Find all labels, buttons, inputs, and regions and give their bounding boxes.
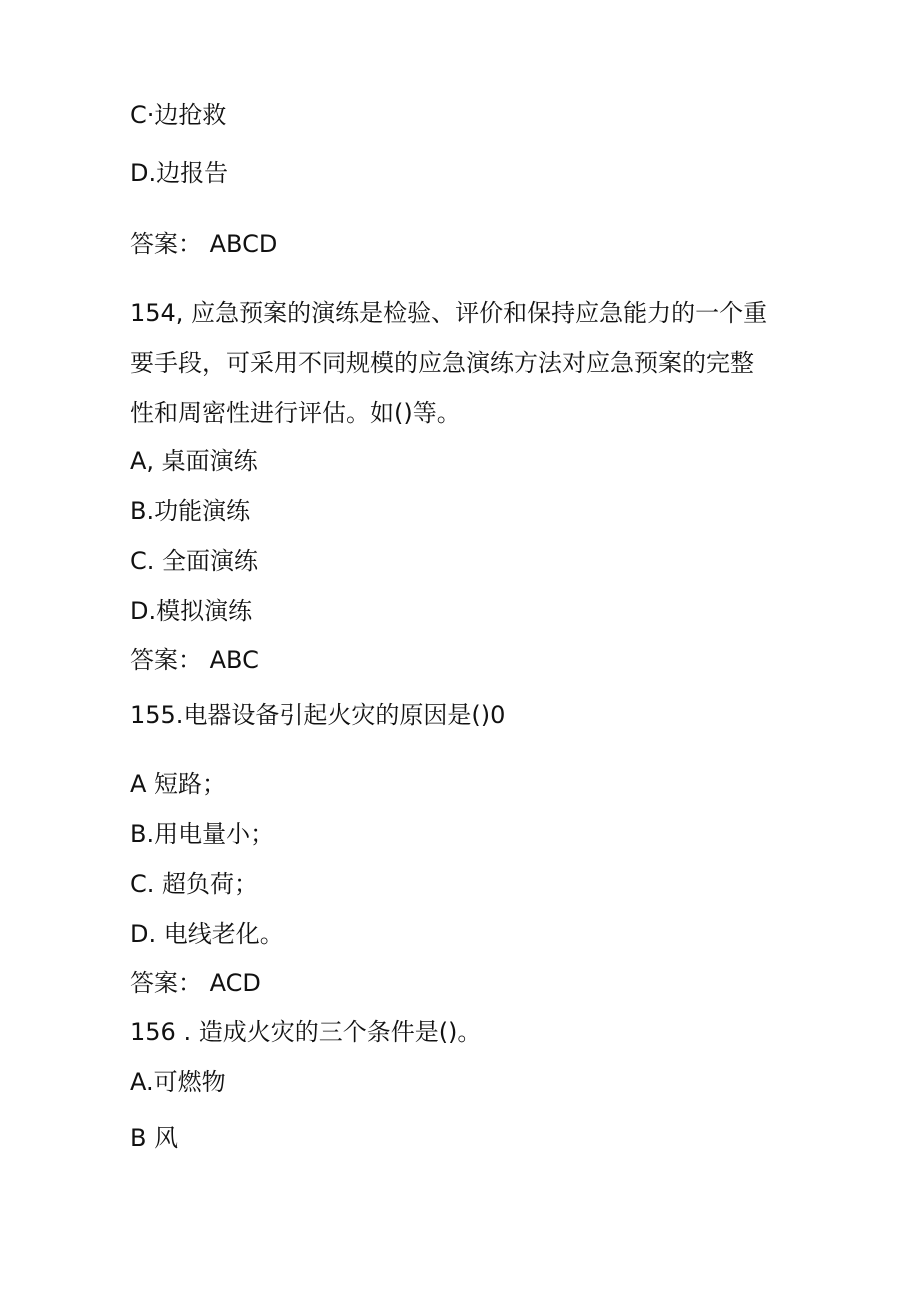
q155-answer: 答案： ACD — [130, 969, 261, 997]
q156-option-b: B 风 — [130, 1124, 179, 1152]
q154-question-line-2: 要手段，可采用不同规模的应急演练方法对应急预案的完整 — [130, 349, 754, 377]
q154-option-d: D.模拟演练 — [130, 597, 253, 625]
q156-option-a: A.可燃物 — [130, 1068, 226, 1096]
q154-option-a: A, 桌面演练 — [130, 447, 258, 475]
q155-option-a: A 短路； — [130, 770, 227, 798]
q154-answer: 答案： ABC — [130, 646, 259, 674]
q154-question-line-3: 性和周密性进行评估。如()等。 — [130, 399, 461, 427]
q153-option-c: C·边抢救 — [130, 101, 227, 129]
q153-answer: 答案： ABCD — [130, 230, 278, 258]
q154-option-b: B.功能演练 — [130, 497, 251, 525]
q155-option-c: C. 超负荷； — [130, 870, 259, 898]
q156-question: 156 . 造成火灾的三个条件是()。 — [130, 1018, 482, 1046]
q153-option-d: D.边报告 — [130, 159, 229, 187]
q155-option-d: D. 电线老化。 — [130, 920, 284, 948]
q154-question — [130, 288, 790, 438]
q155-question: 155.电器设备引起火灾的原因是()0 — [130, 701, 506, 729]
q154-question-line-1: 154, 应急预案的演练是检验、评价和保持应急能力的一个重 — [130, 299, 768, 327]
q155-option-b: B.用电量小； — [130, 820, 275, 848]
q154-option-c: C. 全面演练 — [130, 547, 259, 575]
